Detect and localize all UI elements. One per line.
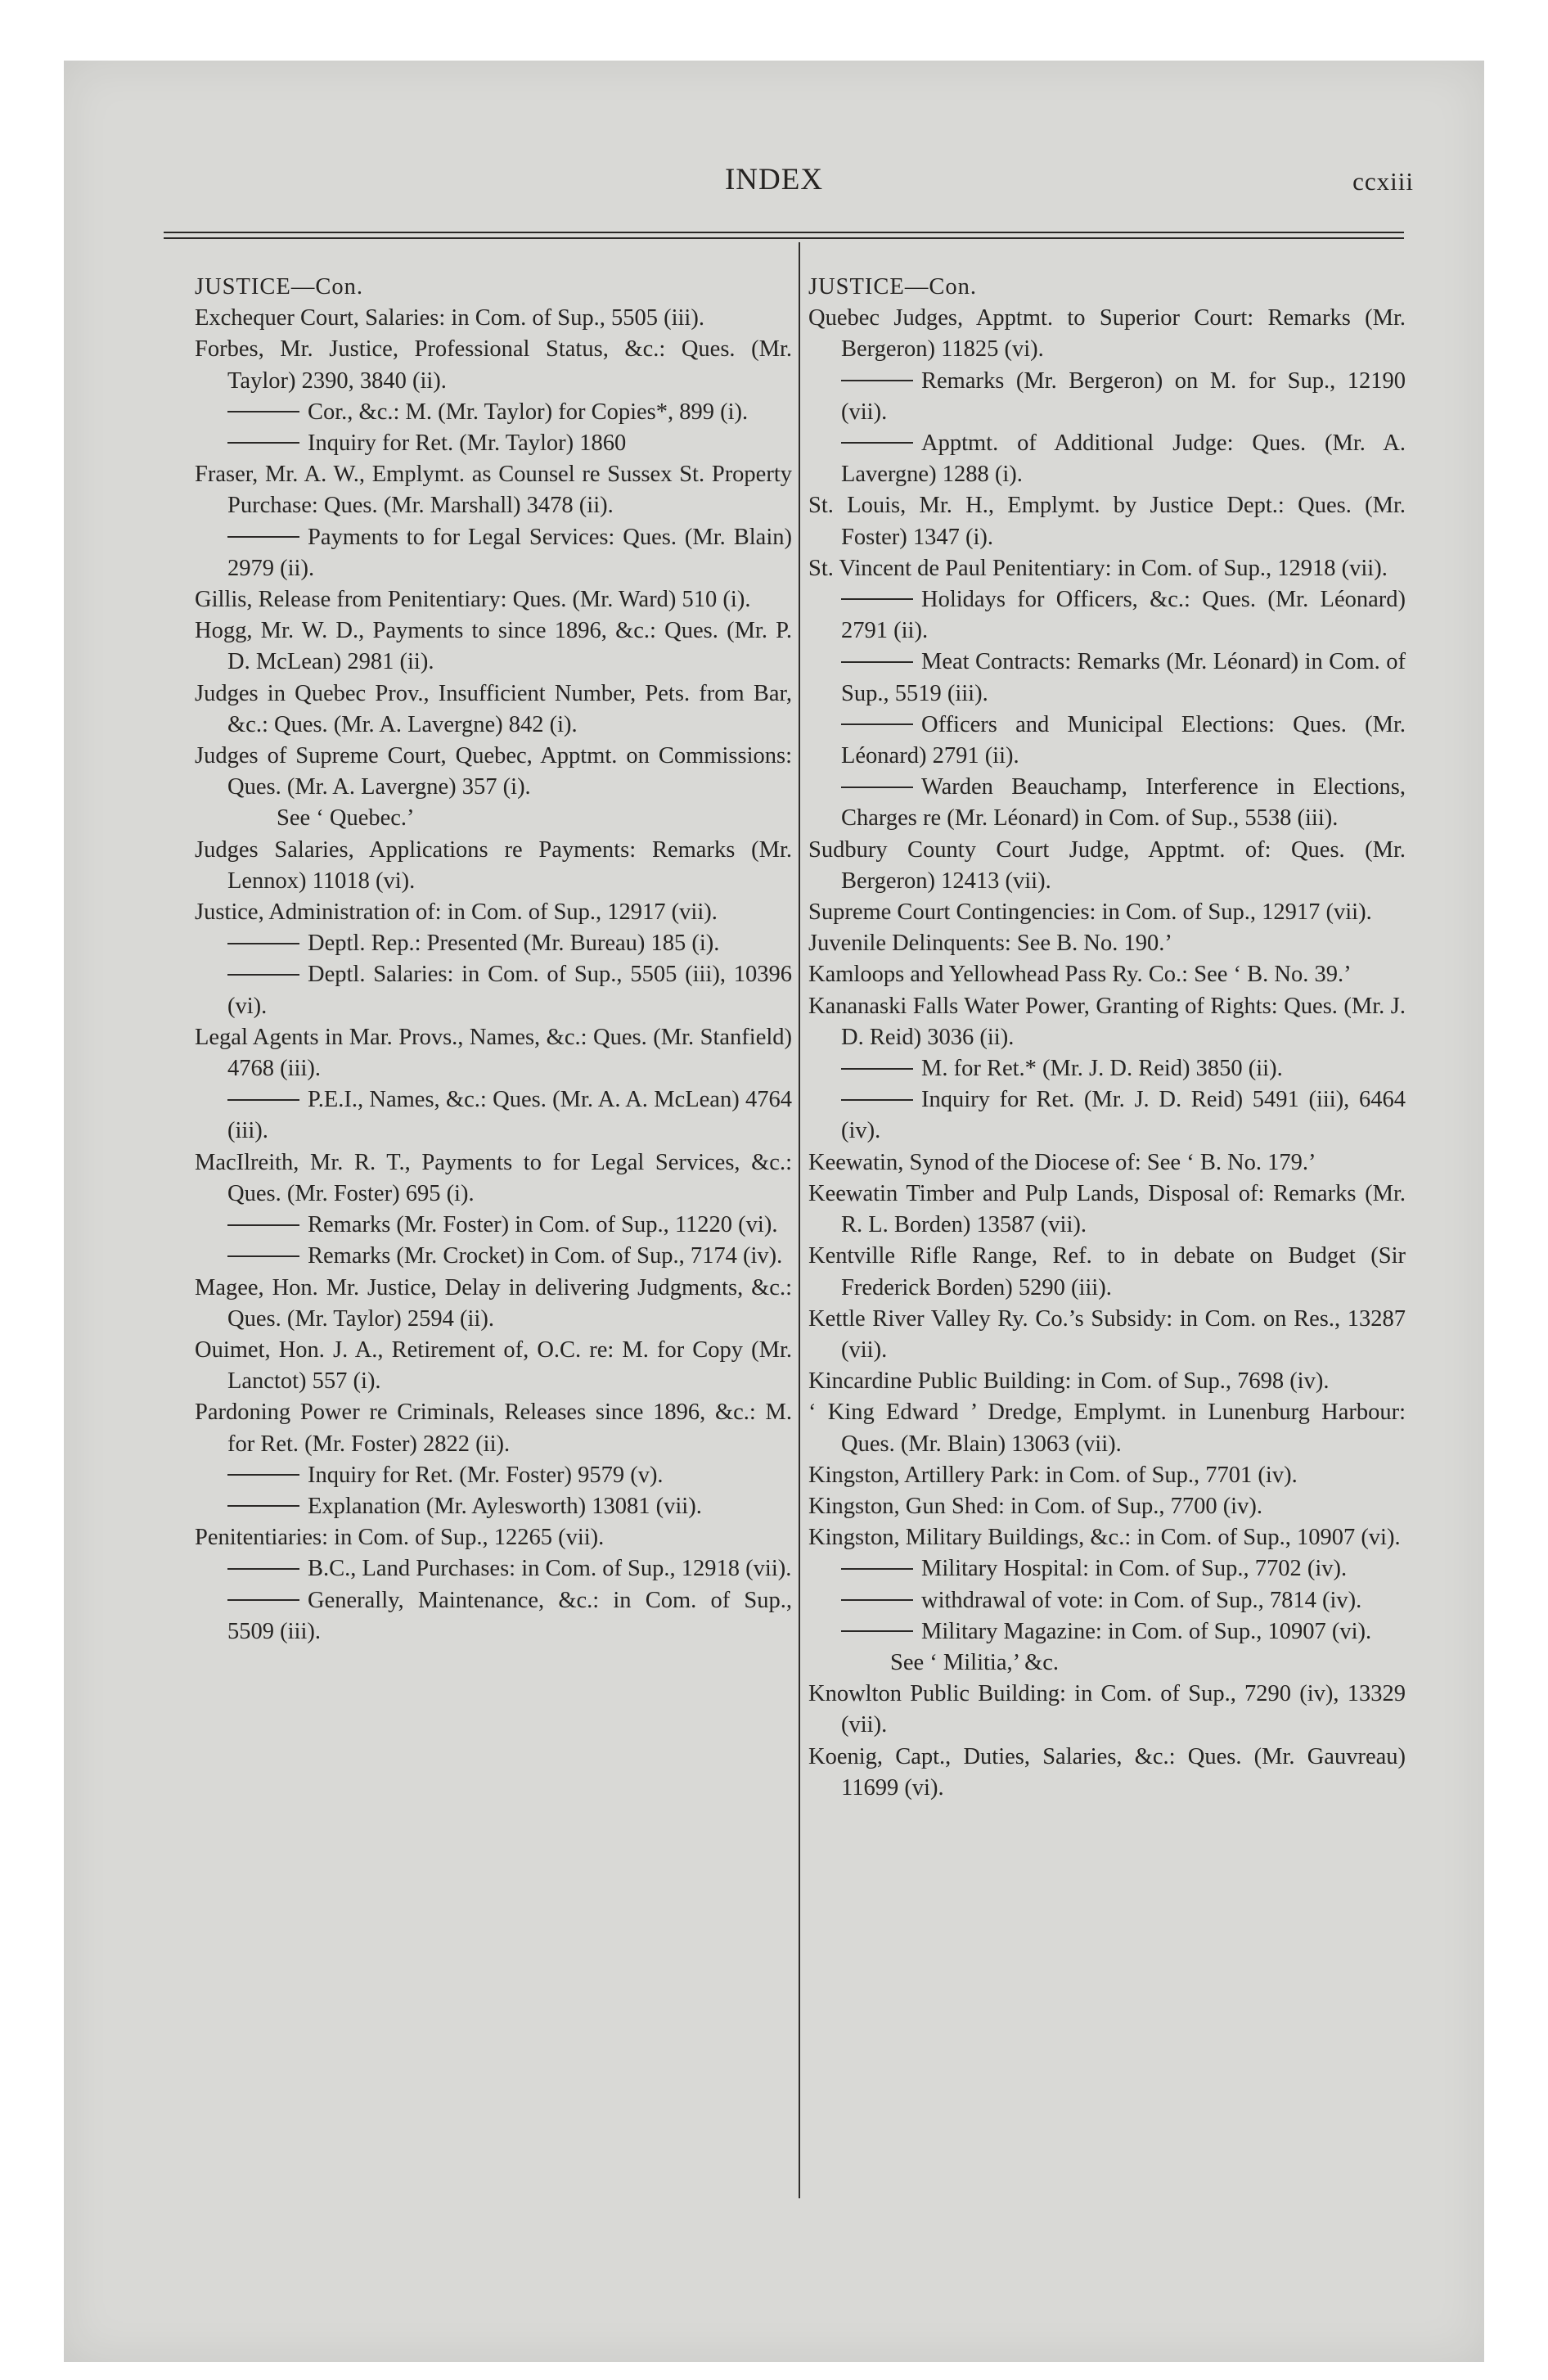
index-entry: Supreme Court Contingencies: in Com. of Sup., 12917 (vii). bbox=[808, 899, 1372, 926]
scanned-page bbox=[64, 61, 1484, 2362]
index-entry: Kingston, Gun Shed: in Com. of Sup., 7700 (iv). bbox=[808, 1493, 1262, 1519]
index-entry: Forbes, Mr. Justice, Professional Status, &c.: Ques. (Mr. Taylor) 2390, 3840 (ii). bbox=[195, 336, 792, 394]
index-entry: Kentville Rifle Range, Ref. to in debate on Budget (Sir Frederick Borden) 5290 (iii). bbox=[808, 1243, 1406, 1300]
index-entry: Kananaski Falls Water Power, Granting of Rights: Ques. (Mr. J. D. Reid) 3036 (ii). bbox=[808, 993, 1406, 1050]
index-subentry: Cor., &c.: M. (Mr. Taylor) for Copies*, 899 (i). bbox=[195, 397, 792, 428]
header-rule-top bbox=[164, 232, 1404, 233]
index-subentry: P.E.I., Names, &c.: Ques. (Mr. A. A. McLean) 4764 (iii). bbox=[195, 1084, 792, 1147]
header-rule-bottom bbox=[164, 237, 1404, 239]
index-entry: Judges Salaries, Applications re Payments: Remarks (Mr. Lennox) 11018 (vi). bbox=[195, 836, 792, 894]
left-column-heading: JUSTICE—Con. bbox=[195, 274, 363, 300]
index-entry: Kingston, Military Buildings, &c.: in Com. of Sup., 10907 (vi). bbox=[808, 1525, 1401, 1551]
index-entry: ‘ King Edward ’ Dredge, Emplymt. in Lunenburg Harbour: Ques. (Mr. Blain) 13063 (vii). bbox=[808, 1400, 1406, 1457]
index-subentry: Explanation (Mr. Aylesworth) 13081 (vii). bbox=[195, 1491, 792, 1522]
left-column bbox=[195, 272, 792, 1648]
index-entry: Judges in Quebec Prov., Insufficient Number, Pets. from Bar, &c.: Ques. (Mr. A. Lavergne) 842 (i). bbox=[195, 680, 792, 737]
index-subentry: Meat Contracts: Remarks (Mr. Léonard) in Com. of Sup., 5519 (iii). bbox=[808, 647, 1406, 709]
right-column bbox=[808, 272, 1406, 1804]
index-subentry: Military Hospital: in Com. of Sup., 7702 (iv). bbox=[808, 1553, 1406, 1584]
index-subentry: Inquiry for Ret. (Mr. Foster) 9579 (v). bbox=[195, 1460, 792, 1491]
index-subentry: Inquiry for Ret. (Mr. J. D. Reid) 5491 (iii), 6464 (iv). bbox=[808, 1084, 1406, 1147]
left-entries bbox=[195, 303, 792, 1648]
index-entry: Magee, Hon. Mr. Justice, Delay in delivering Judgments, &c.: Ques. (Mr. Taylor) 2594 (ii). bbox=[195, 1274, 792, 1332]
index-entry: Justice, Administration of: in Com. of Sup., 12917 (vii). bbox=[195, 899, 718, 926]
page-number: ccxiii bbox=[1352, 167, 1414, 196]
index-subentry: Remarks (Mr. Crocket) in Com. of Sup., 7174 (iv). bbox=[195, 1241, 792, 1272]
index-entry: Sudbury County Court Judge, Apptmt. of: Ques. (Mr. Bergeron) 12413 (vii). bbox=[808, 836, 1406, 894]
index-entry: Kincardine Public Building: in Com. of Sup., 7698 (iv). bbox=[808, 1368, 1330, 1395]
index-entry: St. Louis, Mr. H., Emplymt. by Justice Dept.: Ques. (Mr. Foster) 1347 (i). bbox=[808, 493, 1406, 550]
index-subentry: Apptmt. of Additional Judge: Ques. (Mr. A. Lavergne) 1288 (i). bbox=[808, 428, 1406, 490]
index-subentry: Officers and Municipal Elections: Ques. (Mr. Léonard) 2791 (ii). bbox=[808, 710, 1406, 772]
index-cross-reference: See ‘ Militia,’ &c. bbox=[890, 1649, 1060, 1675]
index-subentry: M. for Ret.* (Mr. J. D. Reid) 3850 (ii). bbox=[808, 1053, 1406, 1084]
index-entry: Kamloops and Yellowhead Pass Ry. Co.: See ‘ B. No. 39.’ bbox=[808, 962, 1352, 988]
index-entry: MacIlreith, Mr. R. T., Payments to for Legal Services, &c.: Ques. (Mr. Foster) 695 (i). bbox=[195, 1149, 792, 1206]
index-subentry: Generally, Maintenance, &c.: in Com. of Sup., 5509 (iii). bbox=[195, 1585, 792, 1648]
index-entry: Keewatin Timber and Pulp Lands, Disposal of: Remarks (Mr. R. L. Borden) 13587 (vii). bbox=[808, 1180, 1406, 1238]
index-subentry: Remarks (Mr. Bergeron) on M. for Sup., 12190 (vii). bbox=[808, 366, 1406, 428]
index-cross-reference: See ‘ Quebec.’ bbox=[277, 805, 415, 832]
index-entry: Legal Agents in Mar. Provs., Names, &c.: Ques. (Mr. Stanfield) 4768 (iii). bbox=[195, 1024, 792, 1082]
index-entry: Knowlton Public Building: in Com. of Sup., 7290 (iv), 13329 (vii). bbox=[808, 1681, 1406, 1738]
index-entry: Pardoning Power re Criminals, Releases since 1896, &c.: M. for Ret. (Mr. Foster) 2822 (ii). bbox=[195, 1400, 792, 1457]
page-title: INDEX bbox=[724, 163, 824, 196]
index-entry: Kingston, Artillery Park: in Com. of Sup., 7701 (iv). bbox=[808, 1462, 1298, 1488]
index-subentry: Military Magazine: in Com. of Sup., 10907 (vi). bbox=[808, 1616, 1406, 1648]
index-subentry: Deptl. Rep.: Presented (Mr. Bureau) 185 (i). bbox=[195, 928, 792, 959]
index-entry: Quebec Judges, Apptmt. to Superior Court: Remarks (Mr. Bergeron) 11825 (vi). bbox=[808, 305, 1406, 363]
index-entry: Judges of Supreme Court, Quebec, Apptmt. on Commissions: Ques. (Mr. A. Lavergne) 357 (i). bbox=[195, 743, 792, 800]
index-entry: Exchequer Court, Salaries: in Com. of Sup., 5505 (iii). bbox=[195, 305, 704, 331]
column-divider bbox=[799, 242, 800, 2198]
index-entry: Koenig, Capt., Duties, Salaries, &c.: Ques. (Mr. Gauvreau) 11699 (vi). bbox=[808, 1743, 1406, 1801]
index-entry: St. Vincent de Paul Penitentiary: in Com. of Sup., 12918 (vii). bbox=[808, 555, 1388, 581]
right-entries bbox=[808, 303, 1406, 1804]
index-entry: Keewatin, Synod of the Diocese of: See ‘ B. No. 179.’ bbox=[808, 1149, 1316, 1175]
index-subentry: Remarks (Mr. Foster) in Com. of Sup., 11220 (vi). bbox=[195, 1210, 792, 1241]
index-entry: Kettle River Valley Ry. Co.’s Subsidy: in Com. on Res., 13287 (vii). bbox=[808, 1305, 1406, 1363]
index-subentry: withdrawal of vote: in Com. of Sup., 7814 (iv). bbox=[808, 1585, 1406, 1616]
index-entry: Juvenile Delinquents: See B. No. 190.’ bbox=[808, 931, 1172, 957]
index-subentry: B.C., Land Purchases: in Com. of Sup., 12918 (vii). bbox=[195, 1553, 792, 1584]
index-subentry: Warden Beauchamp, Interference in Elections, Charges re (Mr. Léonard) in Com. of Sup., 5538 (iii). bbox=[808, 772, 1406, 834]
index-entry: Ouimet, Hon. J. A., Retirement of, O.C. re: M. for Copy (Mr. Lanctot) 557 (i). bbox=[195, 1336, 792, 1395]
right-column-heading: JUSTICE—Con. bbox=[808, 274, 977, 300]
index-entry: Penitentiaries: in Com. of Sup., 12265 (vii). bbox=[195, 1525, 605, 1551]
index-entry: Fraser, Mr. A. W., Emplymt. as Counsel re Sussex St. Property Purchase: Ques. (Mr. Marshall) 3478 (ii). bbox=[195, 462, 792, 519]
index-subentry: Holidays for Officers, &c.: Ques. (Mr. Léonard) 2791 (ii). bbox=[808, 584, 1406, 647]
index-subentry: Inquiry for Ret. (Mr. Taylor) 1860 bbox=[195, 428, 792, 459]
index-entry: Gillis, Release from Penitentiary: Ques. (Mr. Ward) 510 (i). bbox=[195, 587, 751, 613]
page-header bbox=[64, 162, 1484, 211]
index-subentry: Deptl. Salaries: in Com. of Sup., 5505 (iii), 10396 (vi). bbox=[195, 959, 792, 1021]
index-entry: Hogg, Mr. W. D., Payments to since 1896, &c.: Ques. (Mr. P. D. McLean) 2981 (ii). bbox=[195, 618, 792, 675]
index-subentry: Payments to for Legal Services: Ques. (Mr. Blain) 2979 (ii). bbox=[195, 522, 792, 584]
